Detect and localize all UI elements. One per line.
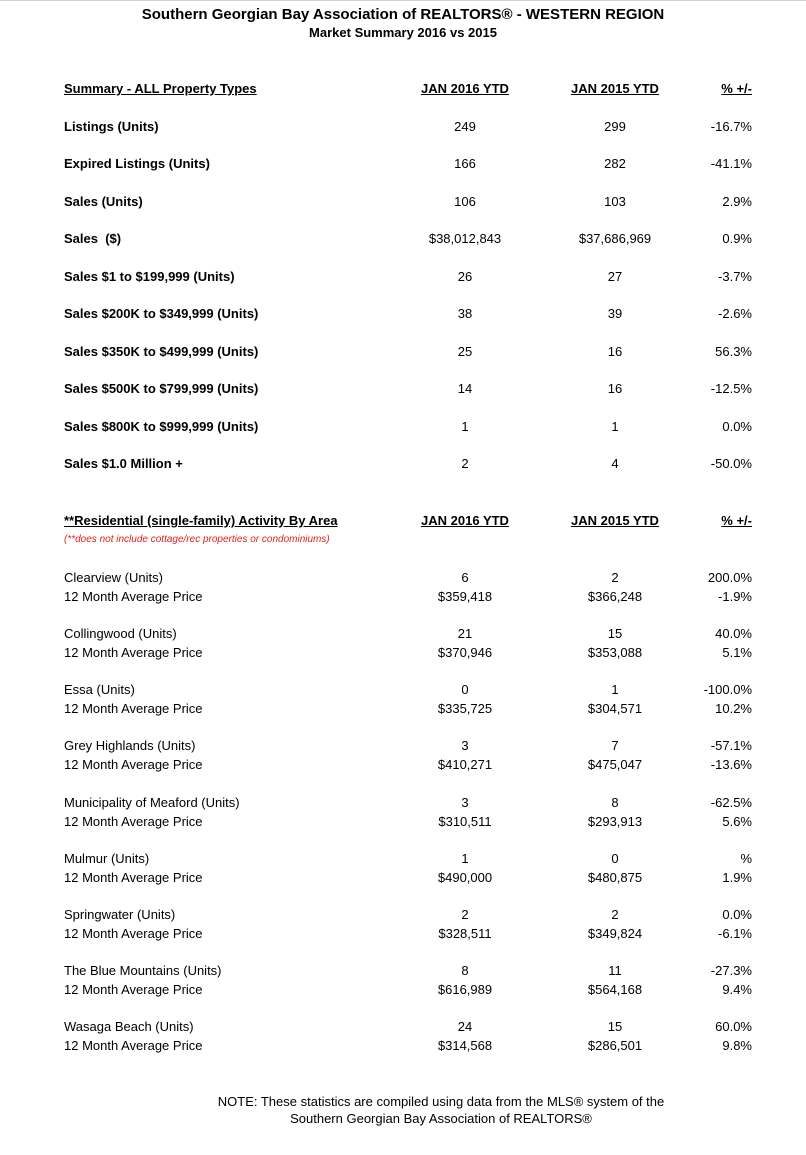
- row-label: Sales $1.0 Million +: [64, 456, 183, 471]
- units-2016: 8: [461, 963, 469, 978]
- row-label: Sales $500K to $799,999 (Units): [64, 381, 259, 396]
- area-price-label: 12 Month Average Price: [64, 589, 203, 604]
- report-subtitle: Market Summary 2016 vs 2015: [309, 25, 497, 40]
- residential-section-heading: **Residential (single-family) Activity By Area: [64, 513, 338, 528]
- value-2016: 106: [454, 194, 476, 209]
- area-row: [0, 793, 806, 833]
- value-2015: 1: [611, 419, 619, 434]
- table-row: [0, 269, 806, 289]
- pct-change: 0.0%: [722, 419, 752, 434]
- pct-change-price: -1.9%: [718, 589, 752, 604]
- pct-change-units: -62.5%: [710, 795, 752, 810]
- units-2016: 21: [457, 626, 473, 641]
- summary-section-heading: Summary - ALL Property Types: [64, 81, 257, 96]
- price-2016: $359,418: [437, 589, 493, 604]
- units-2015: 2: [611, 907, 619, 922]
- row-label: Sales $350K to $499,999 (Units): [64, 344, 259, 359]
- value-2016: 1: [461, 419, 469, 434]
- table-row: [0, 231, 806, 251]
- area-row: [0, 961, 806, 1001]
- price-2016: $314,568: [437, 1038, 493, 1053]
- units-2015: 11: [608, 963, 622, 978]
- area-units-label: Springwater (Units): [64, 907, 176, 922]
- table-row: [0, 194, 806, 214]
- units-2016: 6: [461, 570, 469, 585]
- area-units-label: Clearview (Units): [64, 570, 163, 585]
- price-2016: $310,511: [438, 814, 492, 829]
- area-price-label: 12 Month Average Price: [64, 870, 203, 885]
- value-2015: 103: [604, 194, 626, 209]
- value-2015: 16: [607, 344, 623, 359]
- area-row: [0, 905, 806, 945]
- units-2016: 24: [457, 1019, 473, 1034]
- price-2015: $293,913: [587, 814, 643, 829]
- value-2016: $38,012,843: [428, 231, 502, 246]
- area-price-label: 12 Month Average Price: [64, 1038, 203, 1053]
- units-2015: 0: [611, 851, 619, 866]
- row-label: Sales $1 to $199,999 (Units): [64, 269, 235, 284]
- pct-change: -41.1%: [710, 156, 752, 171]
- area-price-label: 12 Month Average Price: [64, 701, 203, 716]
- area-units-label: Collingwood (Units): [64, 626, 177, 641]
- pct-change-price: 9.8%: [722, 1038, 752, 1053]
- pct-change-units: 40.0%: [715, 626, 752, 641]
- row-label: Sales (Units): [64, 194, 143, 209]
- pct-change-units: %: [740, 851, 752, 866]
- table-row: [0, 344, 806, 364]
- area-units-label: Municipality of Meaford (Units): [64, 795, 240, 810]
- price-2015: $480,875: [587, 870, 643, 885]
- price-2015: $353,088: [587, 645, 643, 660]
- area-units-label: The Blue Mountains (Units): [64, 963, 222, 978]
- pct-change-price: 9.4%: [722, 982, 752, 997]
- report-title: Southern Georgian Bay Association of REALTORS® - WESTERN REGION: [141, 6, 665, 23]
- value-2016: 166: [454, 156, 476, 171]
- table-row: [0, 119, 806, 139]
- pct-change: 0.9%: [722, 231, 752, 246]
- units-2016: 0: [461, 682, 469, 697]
- price-2015: $304,571: [587, 701, 643, 716]
- value-2016: 14: [457, 381, 473, 396]
- column-header-2015: JAN 2015 YTD: [571, 81, 659, 96]
- area-units-label: Grey Highlands (Units): [64, 738, 196, 753]
- pct-change-price: -13.6%: [710, 757, 752, 772]
- area-units-label: Wasaga Beach (Units): [64, 1019, 194, 1034]
- exclusion-note: (**does not include cottage/rec properties or condominiums): [64, 534, 330, 545]
- row-label: Sales $800K to $999,999 (Units): [64, 419, 259, 434]
- value-2015: 16: [607, 381, 623, 396]
- value-2016: 26: [457, 269, 473, 284]
- value-2015: 282: [604, 156, 626, 171]
- value-2015: $37,686,969: [578, 231, 652, 246]
- price-2015: $349,824: [587, 926, 643, 941]
- value-2015: 27: [607, 269, 623, 284]
- price-2016: $410,271: [437, 757, 493, 772]
- price-2016: $335,725: [437, 701, 493, 716]
- value-2015: 39: [607, 306, 623, 321]
- pct-change-price: 5.6%: [722, 814, 752, 829]
- table-row: [0, 156, 806, 176]
- pct-change-units: -27.3%: [710, 963, 752, 978]
- row-label: Sales $200K to $349,999 (Units): [64, 306, 259, 321]
- pct-change: -16.7%: [710, 119, 752, 134]
- column-header-2016: JAN 2016 YTD: [421, 81, 509, 96]
- price-2015: $475,047: [587, 757, 643, 772]
- value-2016: 2: [461, 456, 469, 471]
- summary-header-row: [0, 81, 806, 101]
- pct-change-units: 200.0%: [707, 570, 752, 585]
- price-2016: $370,946: [437, 645, 493, 660]
- pct-change-price: 1.9%: [722, 870, 752, 885]
- pct-change-price: 5.1%: [722, 645, 752, 660]
- row-label: Expired Listings (Units): [64, 156, 210, 171]
- value-2016: 38: [457, 306, 473, 321]
- row-label: Listings (Units): [64, 119, 159, 134]
- pct-change: -12.5%: [710, 381, 752, 396]
- price-2015: $286,501: [587, 1038, 643, 1053]
- area-row: [0, 568, 806, 608]
- column-header-pct: % +/-: [721, 513, 752, 528]
- pct-change-price: 10.2%: [715, 701, 752, 716]
- pct-change-units: 60.0%: [715, 1019, 752, 1034]
- residential-header-row: [0, 513, 806, 533]
- units-2015: 7: [611, 738, 619, 753]
- pct-change: 2.9%: [722, 194, 752, 209]
- units-2015: 2: [611, 570, 619, 585]
- top-rule: [0, 0, 806, 1]
- pct-change-units: -57.1%: [710, 738, 752, 753]
- footer-note-line1: NOTE: These statistics are compiled using data from the MLS® system of the: [217, 1094, 665, 1109]
- area-row: [0, 680, 806, 720]
- price-2016: $490,000: [437, 870, 493, 885]
- area-row: [0, 736, 806, 776]
- price-2015: $366,248: [587, 589, 643, 604]
- footer-note-line2: Southern Georgian Bay Association of REALTORS®: [290, 1111, 592, 1126]
- area-price-label: 12 Month Average Price: [64, 645, 203, 660]
- area-price-label: 12 Month Average Price: [64, 926, 203, 941]
- value-2016: 25: [457, 344, 473, 359]
- value-2015: 299: [604, 119, 626, 134]
- units-2015: 1: [611, 682, 619, 697]
- table-row: [0, 381, 806, 401]
- table-row: [0, 419, 806, 439]
- area-row: [0, 1017, 806, 1057]
- row-label: Sales ($): [64, 231, 122, 246]
- pct-change: -2.6%: [718, 306, 752, 321]
- column-header-2015: JAN 2015 YTD: [571, 513, 659, 528]
- area-row: [0, 624, 806, 664]
- area-price-label: 12 Month Average Price: [64, 757, 203, 772]
- units-2016: 2: [461, 907, 469, 922]
- table-row: [0, 456, 806, 476]
- pct-change: 56.3%: [715, 344, 752, 359]
- column-header-pct: % +/-: [721, 81, 752, 96]
- pct-change: -50.0%: [710, 456, 752, 471]
- price-2016: $616,989: [437, 982, 493, 997]
- column-header-2016: JAN 2016 YTD: [421, 513, 509, 528]
- value-2015: 4: [611, 456, 619, 471]
- units-2016: 3: [461, 738, 469, 753]
- units-2015: 8: [611, 795, 619, 810]
- value-2016: 249: [454, 119, 476, 134]
- units-2016: 1: [461, 851, 469, 866]
- area-price-label: 12 Month Average Price: [64, 982, 203, 997]
- pct-change-units: -100.0%: [703, 682, 752, 697]
- units-2015: 15: [607, 1019, 623, 1034]
- area-price-label: 12 Month Average Price: [64, 814, 203, 829]
- units-2015: 15: [607, 626, 623, 641]
- table-row: [0, 306, 806, 326]
- pct-change-price: -6.1%: [718, 926, 752, 941]
- price-2015: $564,168: [587, 982, 643, 997]
- units-2016: 3: [461, 795, 469, 810]
- area-units-label: Mulmur (Units): [64, 851, 150, 866]
- price-2016: $328,511: [438, 926, 492, 941]
- pct-change-units: 0.0%: [722, 907, 752, 922]
- pct-change: -3.7%: [718, 269, 752, 284]
- area-units-label: Essa (Units): [64, 682, 135, 697]
- area-row: [0, 849, 806, 889]
